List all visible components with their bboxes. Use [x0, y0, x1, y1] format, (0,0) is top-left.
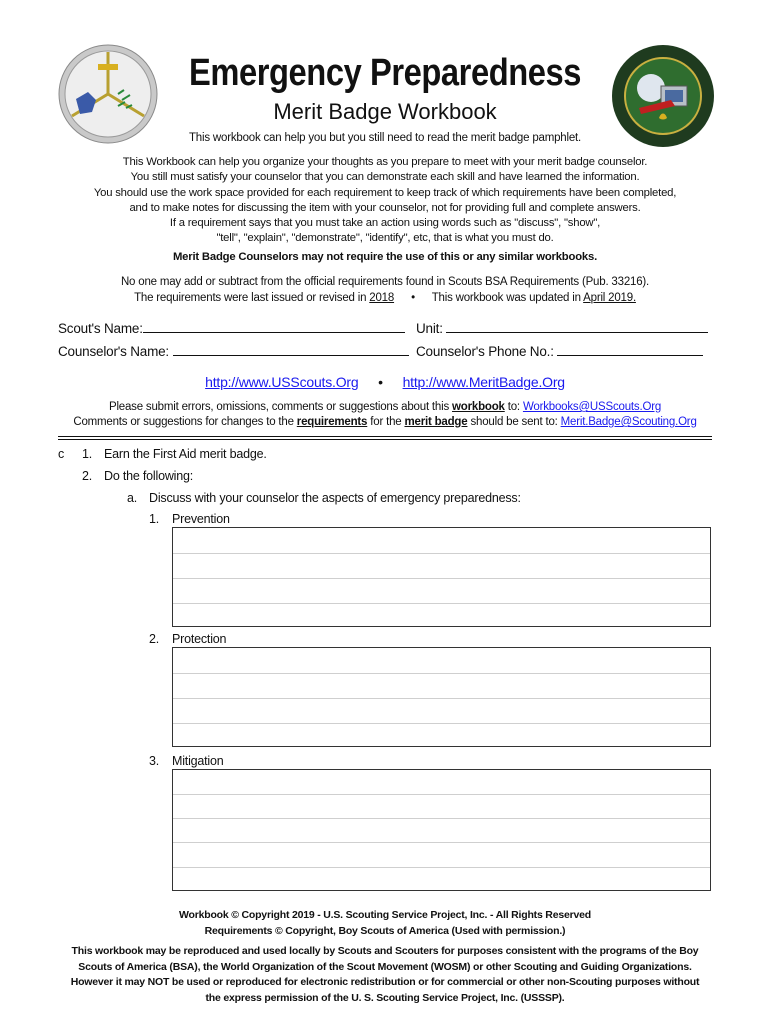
submit-text: Please submit errors, omissions, comments or suggestions about this: [108, 401, 453, 413]
sub-item-number: 1.: [149, 512, 160, 526]
bullet: •: [411, 291, 415, 304]
submission-info: [0, 400, 770, 430]
mitigation-label: Mitigation: [172, 754, 224, 768]
unit-line[interactable]: [446, 319, 708, 333]
instructions-line: This Workbook can help you organize your thoughts as you prepare to meet with your merit badge counselor.: [122, 156, 648, 168]
requirements-info: [0, 275, 770, 306]
scout-name-field[interactable]: [58, 319, 405, 336]
requirements-source: No one may add or subtract from the official requirements found in Scouts BSA Requirements (Pub. 33216).: [120, 276, 650, 288]
copyright-footer: [0, 908, 770, 1006]
ruled-line: [173, 603, 710, 604]
counselor-name-line[interactable]: [173, 342, 409, 356]
updated-date: April 2019.: [583, 291, 636, 304]
footer-line: This workbook may be reproduced and used locally by Scouts and Scouters for purposes consistent with the programs of the Boy: [71, 945, 699, 957]
sub-item-number: 2.: [149, 632, 160, 646]
requirement-number: 1.: [82, 447, 93, 461]
document-title: Emergency Preparedness: [189, 52, 581, 94]
unit-label: Unit:: [416, 321, 443, 336]
submit-text: should be sent to:: [467, 416, 561, 428]
issued-label: The requirements were last issued or revised in: [134, 291, 370, 304]
protection-answer-box[interactable]: [172, 647, 711, 747]
counselor-phone-label: Counselor's Phone No.:: [416, 344, 554, 359]
updated-label: This workbook was updated in: [431, 291, 584, 304]
sub-item-number: 3.: [149, 754, 160, 768]
ruled-line: [173, 842, 710, 843]
instructions-line: "tell", "explain", "demonstrate", "identify", etc, that is what you must do.: [216, 232, 554, 245]
counselor-name-label: Counselor's Name:: [58, 344, 169, 359]
document-subtitle: Merit Badge Workbook: [273, 99, 497, 124]
website-links: [0, 374, 770, 390]
footer-line: Workbook © Copyright 2019 - U.S. Scouting Service Project, Inc. - All Rights Reserved: [178, 909, 591, 921]
footer-line: the express permission of the U. S. Scouting Service Project, Inc. (USSSP).: [205, 991, 565, 1004]
ruled-line: [173, 794, 710, 795]
submit-text: to:: [504, 401, 523, 413]
requirement-letter: a.: [127, 491, 138, 505]
intro-text: This workbook can help you but you still need to read the merit badge pamphlet.: [188, 132, 582, 144]
submit-text-bold: merit badge: [404, 416, 468, 428]
divider: [58, 439, 712, 440]
meritbadge-link[interactable]: http://www.MeritBadge.Org: [402, 374, 565, 390]
counselor-phone-field[interactable]: [416, 342, 703, 359]
requirement-checkbox[interactable]: c: [58, 447, 65, 461]
requirement-2-text: Do the following:: [104, 469, 194, 483]
footer-line: Scouts of America (BSA), the World Organization of the Scout Movement (WOSM) or other Scouting and Guiding Organizations.: [78, 960, 692, 973]
ruled-line: [173, 698, 710, 699]
ruled-line: [173, 723, 710, 724]
prevention-answer-box[interactable]: [172, 527, 711, 627]
bullet: •: [378, 374, 383, 390]
counselor-phone-line[interactable]: [557, 342, 703, 356]
ruled-line: [173, 673, 710, 674]
instructions-line: and to make notes for discussing the item with your counselor, not for providing full and complete answers.: [129, 201, 641, 214]
ruled-line: [173, 867, 710, 868]
submit-text-bold: workbook: [452, 401, 505, 413]
submit-text-bold: requirements: [296, 416, 368, 428]
divider: [58, 436, 712, 437]
usscouts-link[interactable]: http://www.USScouts.Org: [205, 374, 359, 390]
ruled-line: [173, 553, 710, 554]
instructions-line: You still must satisfy your counselor that you can demonstrate each skill and have learned the information.: [130, 171, 640, 184]
workbooks-email-link[interactable]: Workbooks@USScouts.Org: [522, 401, 662, 413]
instructions-line: If a requirement says that you must take an action using words such as "discuss", "show",: [169, 217, 601, 230]
unit-field[interactable]: [416, 319, 708, 336]
counselor-name-field[interactable]: [58, 342, 409, 359]
requirement-number: 2.: [82, 469, 93, 483]
ruled-line: [173, 578, 710, 579]
workbook-instructions: [0, 155, 770, 247]
merit-badge-email-link[interactable]: Merit.Badge@Scouting.Org: [560, 416, 697, 428]
issued-year: 2018: [369, 291, 395, 304]
footer-line: However it may NOT be used or reproduced for electronic redistribution or for commercial or other non-Scouting purposes without: [70, 976, 700, 988]
mitigation-answer-box[interactable]: [172, 769, 711, 891]
scout-name-line[interactable]: [143, 319, 405, 333]
prevention-label: Prevention: [172, 512, 230, 526]
requirement-1-text: Earn the First Aid merit badge.: [104, 447, 267, 461]
scout-name-label: Scout's Name:: [58, 321, 143, 336]
instructions-line: You should use the work space provided for each requirement to keep track of which requirements have been completed,: [93, 186, 677, 199]
protection-label: Protection: [172, 632, 227, 646]
requirement-2a-text: Discuss with your counselor the aspects of emergency preparedness:: [149, 491, 521, 505]
footer-line: Requirements © Copyright, Boy Scouts of America (Used with permission.): [204, 924, 566, 937]
submit-text: for the: [367, 416, 405, 428]
ruled-line: [173, 818, 710, 819]
counselor-notice: Merit Badge Counselors may not require the use of this or any similar workbooks.: [172, 251, 598, 263]
submit-text: Comments or suggestions for changes to the: [73, 416, 297, 428]
